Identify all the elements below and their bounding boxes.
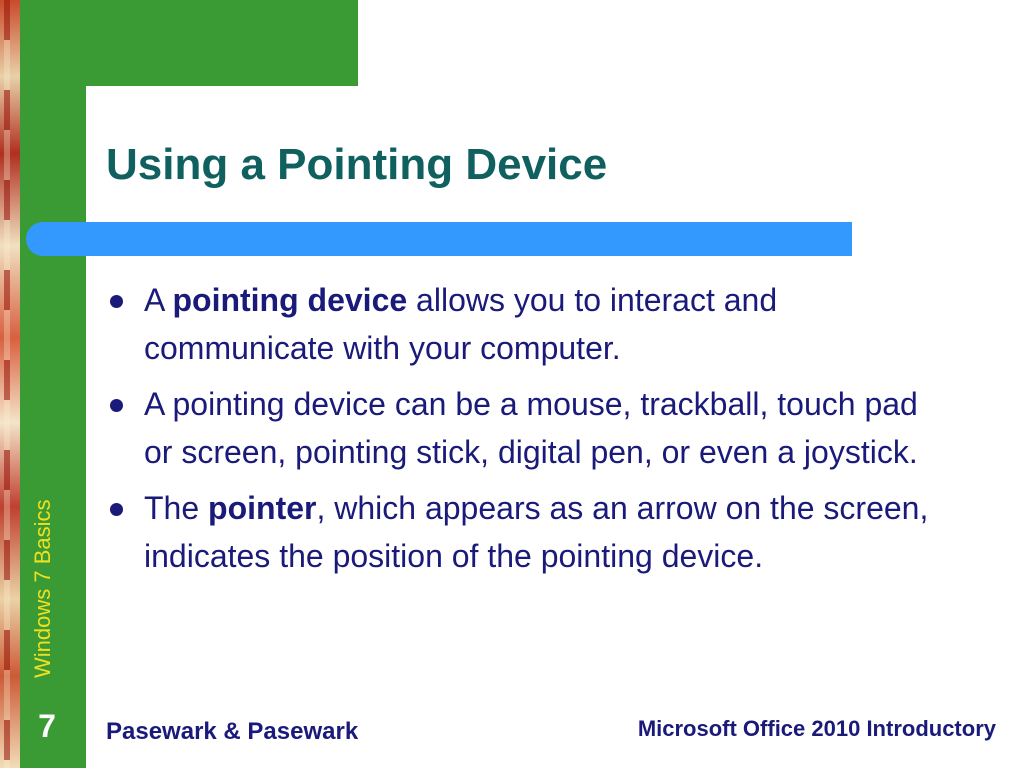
bullet-item	[108, 484, 948, 580]
footer-book-title: Microsoft Office 2010 Introductory	[637, 716, 996, 741]
bullet-text: A pointing device can be a mouse, trackball, touch pad or screen, pointing stick, digital pen, or even a joystick.	[144, 386, 918, 470]
bullet-text: A	[144, 282, 173, 318]
bullet-item	[108, 380, 948, 476]
bullet-list	[108, 276, 948, 588]
bullet-text: , which appears as an arrow on the screen, indicates the position of the pointing device.	[144, 490, 929, 574]
bullet-dot-icon	[110, 295, 123, 308]
flower-decoration	[0, 0, 20, 768]
bullet-text: The	[144, 490, 209, 526]
title-divider-bar	[26, 222, 852, 256]
content-corner	[86, 86, 146, 146]
bullet-dot-icon	[110, 399, 123, 412]
bullet-item	[108, 276, 948, 372]
top-green-block	[86, 0, 358, 86]
bullet-term: pointer	[208, 490, 317, 526]
page-number: 7	[38, 708, 56, 744]
section-label: Windows 7 Basics	[30, 499, 55, 678]
bullet-dot-icon	[110, 503, 123, 516]
bullet-term: pointing device	[172, 282, 408, 318]
slide-title: Using a Pointing Device	[106, 140, 608, 189]
footer-authors: Pasewark & Pasewark	[106, 718, 359, 745]
bullet-text: allows you to interact and communicate with your computer.	[144, 282, 778, 366]
